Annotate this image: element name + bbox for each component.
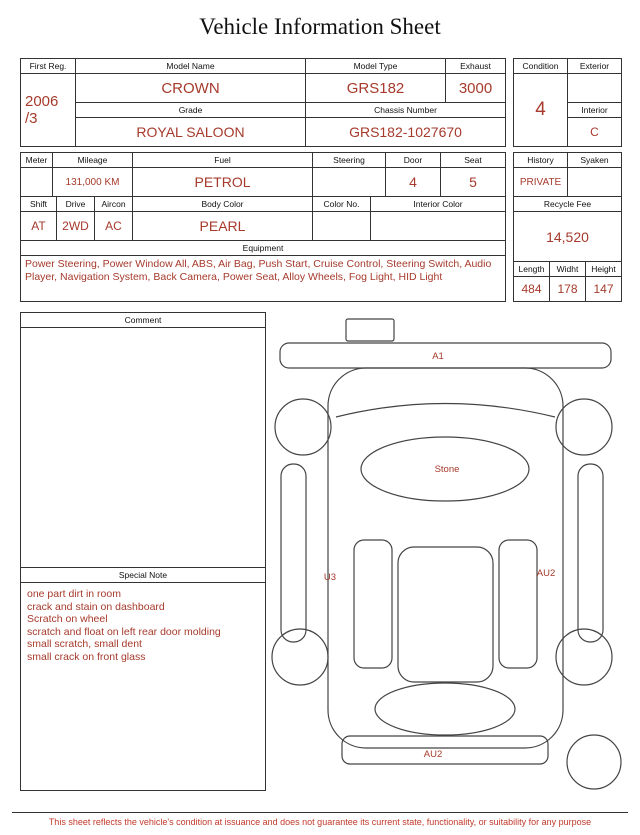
history-table (513, 152, 622, 262)
interior-label: Interior (568, 103, 622, 118)
specs-right (513, 152, 622, 302)
registration-table (20, 58, 506, 147)
fuel-label: Fuel (133, 153, 313, 168)
color-no-label: Color No. (313, 197, 371, 212)
dimensions-table (513, 261, 622, 302)
first-reg-value (21, 74, 76, 147)
grade-label: Grade (76, 103, 306, 118)
wheel-front-right (556, 399, 612, 455)
door-value: 4 (386, 168, 441, 197)
chassis-number-label: Chassis Number (306, 103, 506, 118)
model-type-label: Model Type (306, 59, 446, 74)
steering-value (313, 168, 386, 197)
rear-window-shape (375, 683, 515, 735)
interior-value: C (568, 118, 622, 147)
equipment-table (20, 240, 506, 302)
page-title: Vehicle Information Sheet (199, 14, 441, 39)
history-label: History (514, 153, 568, 168)
left-rocker-panel-shape (281, 464, 306, 642)
specs-row1-table (20, 152, 506, 197)
seat-label: Seat (441, 153, 506, 168)
door-label: Door (386, 153, 441, 168)
model-type-value: GRS182 (306, 74, 446, 103)
special-note-line: one part dirt in room (27, 588, 121, 600)
body-color-value: PEARL (133, 212, 313, 241)
disclaimer-footer: This sheet reflects the vehicle's condition at issuance and does not guarantee its current state, functionality, or suitability for any purpose (12, 812, 628, 827)
width-label: Widht (550, 262, 586, 277)
body-color-label: Body Color (133, 197, 313, 212)
shift-value: AT (21, 212, 57, 241)
height-label: Height (586, 262, 622, 277)
right-side-damage-label: AU2 (536, 568, 556, 579)
recycle-fee-value: 14,520 (514, 212, 622, 262)
rear-bumper-shape (342, 736, 548, 764)
exhaust-label: Exhaust (446, 59, 506, 74)
rear-damage-label: AU2 (423, 749, 443, 760)
aircon-label: Aircon (95, 197, 133, 212)
first-reg-year: 2006 (25, 92, 59, 110)
specs-section (20, 152, 622, 302)
special-note-line: crack and stain on dashboard (27, 600, 165, 613)
fuel-value: PETROL (133, 168, 313, 197)
left-door-shape (354, 540, 392, 668)
special-note-box (20, 567, 266, 791)
right-door-shape (499, 540, 537, 668)
length-label: Length (514, 262, 550, 277)
interior-color-value (371, 212, 506, 241)
windshield-damage-label: Stone (434, 464, 460, 475)
chassis-number-value: GRS182-1027670 (306, 118, 506, 147)
car-top-view (266, 312, 630, 794)
spare-wheel-shape (567, 735, 621, 789)
special-note-line: small crack on front glass (27, 650, 146, 663)
syaken-value (568, 168, 622, 197)
car-body-outline (328, 368, 563, 748)
condition-value: 4 (514, 74, 568, 147)
color-no-value (313, 212, 371, 241)
aircon-value: AC (95, 212, 133, 241)
height-value: 147 (586, 277, 622, 302)
comment-label: Comment (21, 313, 265, 328)
special-note-line: Scratch on wheel (27, 613, 108, 626)
exhaust-value: 3000 (446, 74, 506, 103)
wheel-front-left (275, 399, 331, 455)
model-name-value: CROWN (76, 74, 306, 103)
recycle-fee-label: Recycle Fee (514, 197, 622, 212)
model-name-label: Model Name (76, 59, 306, 74)
length-value: 484 (514, 277, 550, 302)
condition-label: Condition (514, 59, 568, 74)
special-note-line: small scratch, small dent (27, 638, 142, 651)
seat-value: 5 (441, 168, 506, 197)
car-condition-diagram (266, 312, 630, 794)
drive-value: 2WD (57, 212, 95, 241)
exterior-value (568, 74, 622, 103)
syaken-label: Syaken (568, 153, 622, 168)
wheel-rear-left (272, 629, 328, 685)
first-reg-label: First Reg. (21, 59, 76, 74)
front-bumper-shape (280, 343, 611, 368)
history-value: PRIVATE (514, 168, 568, 197)
specs-left (20, 152, 506, 302)
comment-text (21, 328, 265, 338)
width-value: 178 (550, 277, 586, 302)
front-damage-label: A1 (432, 351, 444, 362)
right-rocker-panel-shape (578, 464, 603, 642)
registration-section (20, 58, 622, 147)
shift-label: Shift (21, 197, 57, 212)
mileage-label: Mileage (53, 153, 133, 168)
meter-value (21, 168, 53, 197)
hood-line (336, 404, 555, 418)
special-note-label: Special Note (21, 568, 265, 583)
front-plate-shape (346, 319, 394, 341)
first-reg-month: /3 (25, 110, 38, 127)
steering-label: Steering (313, 153, 386, 168)
interior-color-label: Interior Color (371, 197, 506, 212)
condition-table (513, 58, 622, 147)
drive-label: Drive (57, 197, 95, 212)
mileage-value: 131,000 KM (53, 168, 133, 197)
special-note-line: scratch and float on left rear door molding (27, 625, 221, 638)
left-side-damage-label: U3 (323, 572, 337, 583)
equipment-value: Power Steering, Power Window All, ABS, Air Bag, Push Start, Cruise Control, Steering Switch, Audio Player, Navigation System, Back Camera, Power Seat, Alloy Wheels, Fog Light, HID Light (21, 256, 506, 302)
wheel-rear-right (556, 629, 612, 685)
specs-row2-table (20, 196, 506, 241)
grade-value: ROYAL SALOON (76, 118, 306, 147)
exterior-label: Exterior (568, 59, 622, 74)
cabin-shape (398, 547, 493, 682)
special-note-list (21, 583, 265, 669)
comment-box (20, 312, 266, 568)
equipment-label: Equipment (21, 241, 506, 256)
meter-label: Meter (21, 153, 53, 168)
